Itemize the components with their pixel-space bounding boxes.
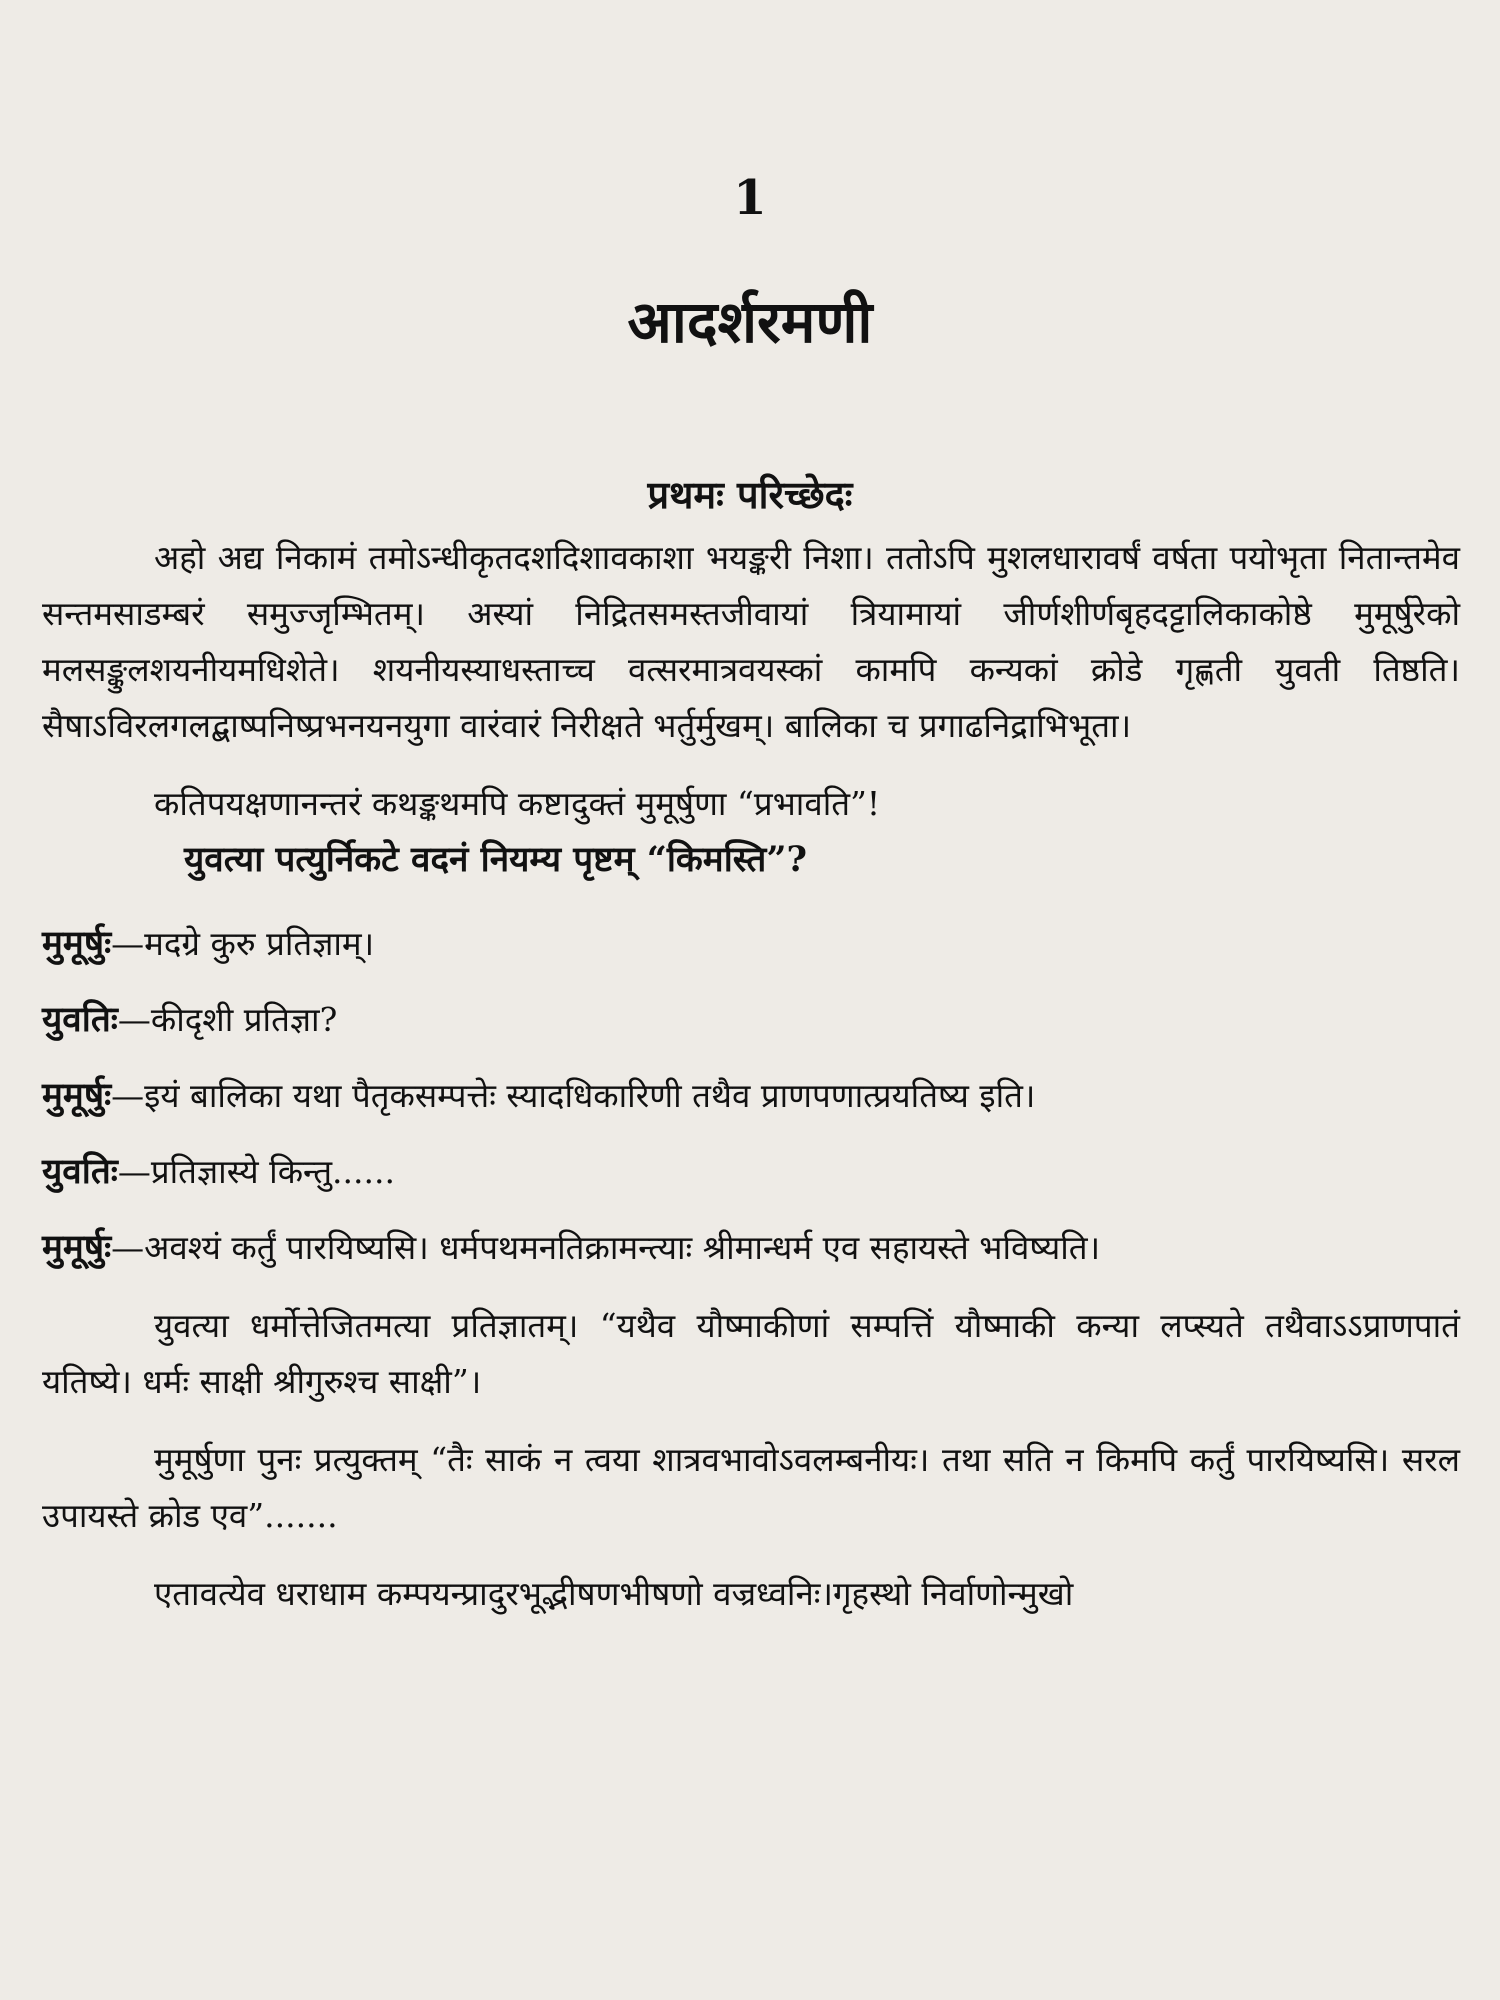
dialogue-text: —मदग्रे कुरु प्रतिज्ञाम्। (111, 924, 375, 963)
paragraph-opening: अहो अद्य निकामं तमोऽन्धीकृतदशदिशावकाशा भयङ्करी निशा। ततोऽपि मुशलधारावर्षं वर्षता पयोभृता नितान्तमेव सन्तमसाडम्बरं समुज्जृम्भितम्। अस्यां निद्रितसमस्तजीवायां त्रियामायां जीर्णशीर्णबृहदट्टालिकाकोष्ठे मुमूर्षुरेको मलसङ्कुलशयनीयमधिशेते। शयनीयस्याधस्ताच्च वत्सरमात्रवयस्कां कामपि कन्यकां क्रोडे गृह्णती युवती तिष्ठति। सैषाऽविरलगलद्बाष्पनिष्प्रभनयनयुगा वारंवारं निरीक्षते भर्तुर्मुखम्। बालिका च प्रगाढनिद्राभिभूता। (42, 538, 1460, 745)
paragraph-wife-asks: युवत्या पत्युर्निकटे वदनं नियम्य पृष्टम् “किमस्ति”? (184, 839, 808, 880)
dialogue-line (42, 916, 1460, 972)
dialogue-text: —अवश्यं कर्तुं पारयिष्यसि। धर्मपथमनतिक्रामन्त्याः श्रीमान्धर्म एव सहायस्ते भविष्यति। (111, 1228, 1101, 1267)
paragraph-vow: युवत्या धर्मोत्तेजितमत्या प्रतिज्ञातम्। “यथैव यौष्माकीणां सम्पत्तिं यौष्माकी कन्या लप्स्यते तथैवाऽऽप्राणपातं यतिष्ये। धर्मः साक्षी श्रीगुरुश्च साक्षी”। (42, 1306, 1460, 1401)
paragraph-dying-call: कतिपयक्षणानन्तरं कथङ्कथमपि कष्टादुक्तं मुमूर्षुणा “प्रभावति”! (154, 784, 881, 823)
paragraph-advice: मुमूर्षुणा पुनः प्रत्युक्तम् “तैः साकं न त्वया शात्रवभावोऽवलम्बनीयः। तथा सति न किमपि कर्तुं पारयिष्यसि। सरल उपायस्ते क्रोड एव”....... (42, 1440, 1460, 1535)
section-title: प्रथमः परिच्छेदः (647, 472, 853, 517)
body-text (42, 530, 1460, 1622)
paragraph-thunder: एतावत्येव धराधाम कम्पयन्प्रादुरभूद्भीषणभीषणो वज्रध्वनिः।गृहस्थो निर्वाणोन्मुखो (154, 1574, 1074, 1613)
dialogue-line (42, 1144, 1460, 1200)
chapter-number: 1 (733, 170, 767, 226)
dialogue-line (42, 1068, 1460, 1124)
dialogue-line (42, 992, 1460, 1048)
speaker-name: मुमूर्षुः (42, 1227, 112, 1268)
dialogue-line (42, 1220, 1460, 1276)
speaker-name: युवतिः (42, 999, 118, 1040)
dialogue-text: —प्रतिज्ञास्ये किन्तु...... (117, 1152, 395, 1191)
dialogue-text: —इयं बालिका यथा पैतृकसम्पत्तेः स्यादधिकारिणी तथैव प्राणपणात्प्रयतिष्य इति। (111, 1076, 1036, 1115)
speaker-name: मुमूर्षुः (42, 1075, 112, 1116)
chapter-title: आदर्शरमणी (627, 288, 873, 356)
dialogue-text: —कीदृशी प्रतिज्ञा? (117, 1000, 338, 1039)
speaker-name: मुमूर्षुः (42, 923, 112, 964)
speaker-name: युवतिः (42, 1151, 118, 1192)
